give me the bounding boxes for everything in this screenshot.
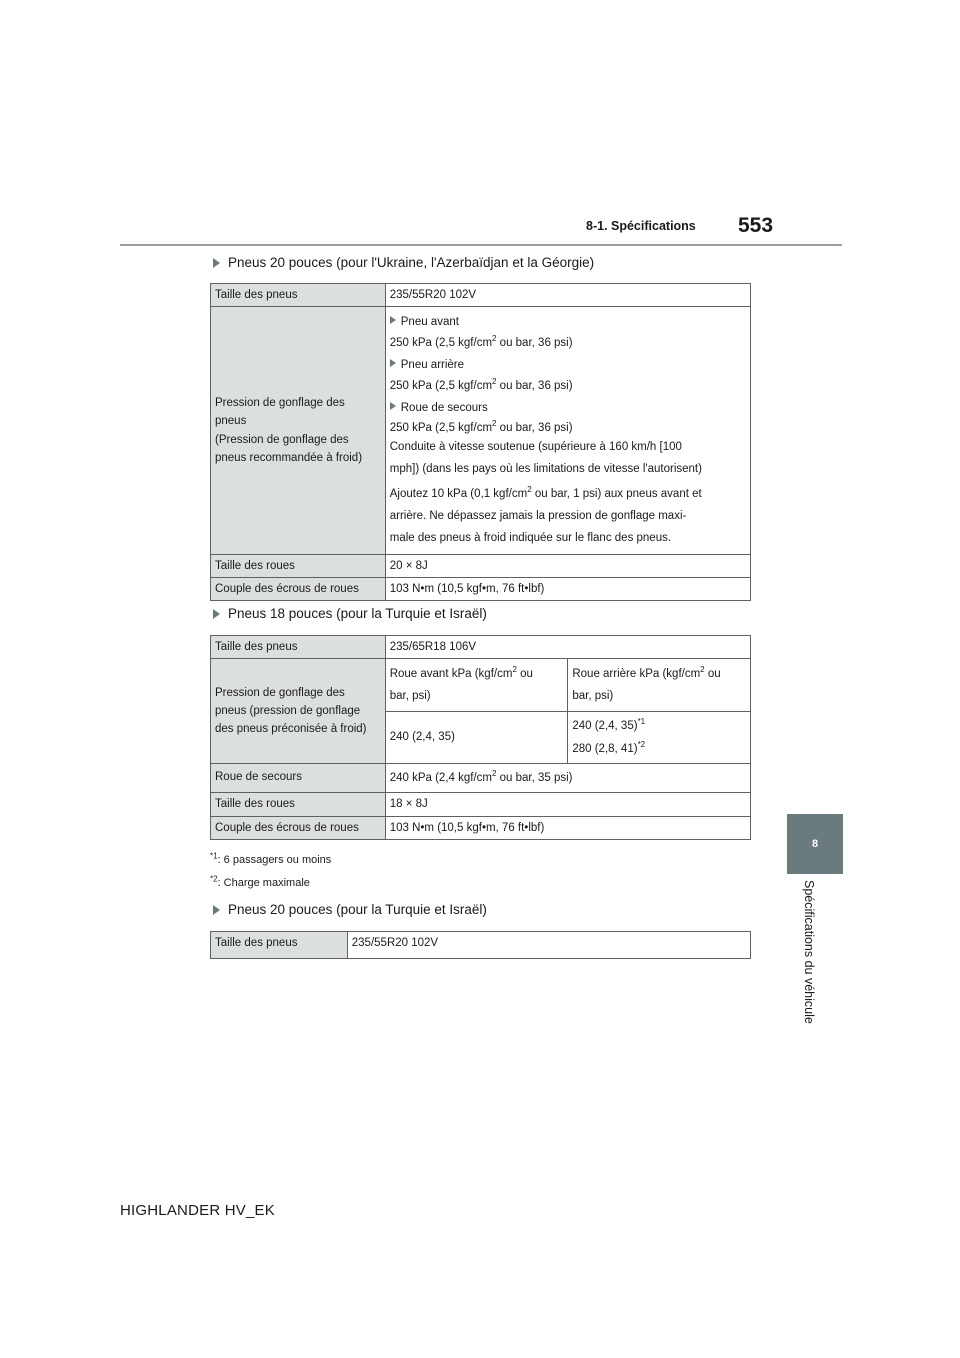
chapter-number: 8	[811, 838, 819, 850]
front-wheel-value: 240 (2,4, 35)	[385, 712, 568, 764]
sustained-speed-line: mph]) (dans les pays où les limitations de vitesse l'autorisent)	[389, 463, 702, 476]
tire-size-label: Taille des pneus	[211, 284, 386, 307]
add-pressure-line: male des pneus à froid indiquée sur le flanc des pneus.	[389, 532, 672, 545]
model-name: HIGHLANDER HV_EK	[120, 1202, 275, 1219]
spare-tire-title: Roue de secours	[390, 399, 746, 417]
triangle-bullet-icon	[213, 609, 220, 619]
rear-wheel-values: 240 (2,4, 35)$^{*1}$ 280 (2,8, 41)$^{*2}$	[568, 712, 751, 764]
rear-tire-title: Pneu arrière	[390, 356, 746, 374]
triangle-bullet-icon	[390, 359, 396, 367]
header-rule	[120, 244, 842, 246]
chapter-label: Spécifications du véhicule	[802, 880, 816, 1024]
triangle-bullet-icon	[390, 316, 396, 324]
triangle-bullet-icon	[213, 905, 220, 915]
pressure-values	[385, 307, 750, 554]
label-line: Pression de gonflage des	[215, 396, 345, 409]
footnote: $^{*2}$: Charge maximale	[210, 874, 310, 889]
label-line: (Pression de gonflage des	[215, 433, 349, 446]
pressure-label	[211, 659, 386, 764]
nut-torque-value: 103 N•m (10,5 kgf•m, 76 ft•lbf)	[385, 816, 750, 839]
spare-wheel-label: Roue de secours	[211, 763, 386, 792]
heading-20in-turkey	[213, 902, 487, 917]
spec-table-18in-turkey	[210, 635, 751, 840]
footnote: $^{*1}$: 6 passagers ou moins	[210, 851, 332, 866]
rear-wheel-header: Roue arrière kPa ($kgf/cm^2$ ou bar, psi)	[568, 659, 751, 712]
label-line: pneus (pression de gonflage	[215, 704, 361, 717]
nut-torque-label: Couple des écrous de roues	[211, 816, 386, 839]
table-row	[211, 659, 751, 712]
triangle-bullet-icon	[213, 258, 220, 268]
heading-text: Pneus 20 pouces (pour l'Ukraine, l'Azerbaïdjan et la Géorgie)	[228, 255, 595, 270]
heading-text: Pneus 20 pouces (pour la Turquie et Israël)	[228, 902, 487, 917]
table-row	[211, 816, 751, 839]
table-row	[211, 307, 751, 554]
tire-size-value: 235/55R20 102V	[347, 932, 750, 959]
heading-18in-turkey	[213, 606, 487, 621]
heading-text: Pneus 18 pouces (pour la Turquie et Israël)	[228, 606, 487, 621]
label-line: pneus	[215, 415, 247, 428]
tire-size-value: 235/65R18 106V	[385, 636, 750, 659]
sustained-speed-line: Conduite à vitesse soutenue (supérieure à 160 km/h [100	[389, 440, 682, 453]
nut-torque-value: 103 N•m (10,5 kgf•m, 76 ft•lbf)	[385, 578, 750, 601]
table-row	[211, 793, 751, 816]
table-row	[211, 578, 751, 601]
table-row	[211, 932, 751, 959]
front-tire-title: Pneu avant	[390, 313, 746, 331]
nut-torque-label: Couple des écrous de roues	[211, 578, 386, 601]
triangle-bullet-icon	[390, 402, 396, 410]
wheel-size-label: Taille des roues	[211, 793, 386, 816]
label-line: des pneus préconisée à froid)	[215, 723, 367, 736]
spare-wheel-value: 240 kPa (2,4 kgf/$cm^2$ ou bar, 35 psi)	[385, 763, 750, 792]
chapter-tab	[787, 814, 843, 874]
rear-tire-value: 250 kPa (2,5 kgf/$cm^2$ ou bar, 36 psi)	[389, 376, 573, 392]
wheel-size-label: Taille des roues	[211, 554, 386, 577]
tire-size-label: Taille des pneus	[211, 932, 348, 959]
tire-size-label: Taille des pneus	[211, 636, 386, 659]
add-pressure-line: arrière. Ne dépassez jamais la pression de gonflage maxi-	[389, 509, 687, 522]
spec-table-20in-turkey	[210, 931, 751, 959]
front-wheel-header: Roue avant kPa ($kgf/cm^2$ ou bar, psi)	[385, 659, 568, 712]
label-line: pneus recommandée à froid)	[215, 451, 363, 464]
label-line: Pression de gonflage des	[215, 686, 345, 699]
section-title: 8-1. Spécifications	[586, 219, 696, 233]
table-row	[211, 554, 751, 577]
page-number: 553	[738, 214, 774, 237]
table-row	[211, 284, 751, 307]
wheel-size-value: 20 × 8J	[385, 554, 750, 577]
front-tire-value: 250 kPa (2,5 kgf/$cm^2$ ou bar, 36 psi)	[389, 333, 573, 349]
add-pressure-line: Ajoutez 10 kPa (0,1 kgf/$cm^2$ ou bar, 1 psi) aux pneus avant et	[389, 484, 702, 500]
table-row	[211, 763, 751, 792]
tire-size-value: 235/55R20 102V	[385, 284, 750, 307]
wheel-size-value: 18 × 8J	[385, 793, 750, 816]
pressure-label	[211, 307, 386, 554]
heading-20in-ukraine	[213, 255, 594, 270]
table-row	[211, 636, 751, 659]
spare-tire-value: 250 kPa (2,5 kgf/$cm^2$ ou bar, 36 psi)	[389, 419, 573, 435]
spec-table-20in-ukraine	[210, 283, 751, 601]
